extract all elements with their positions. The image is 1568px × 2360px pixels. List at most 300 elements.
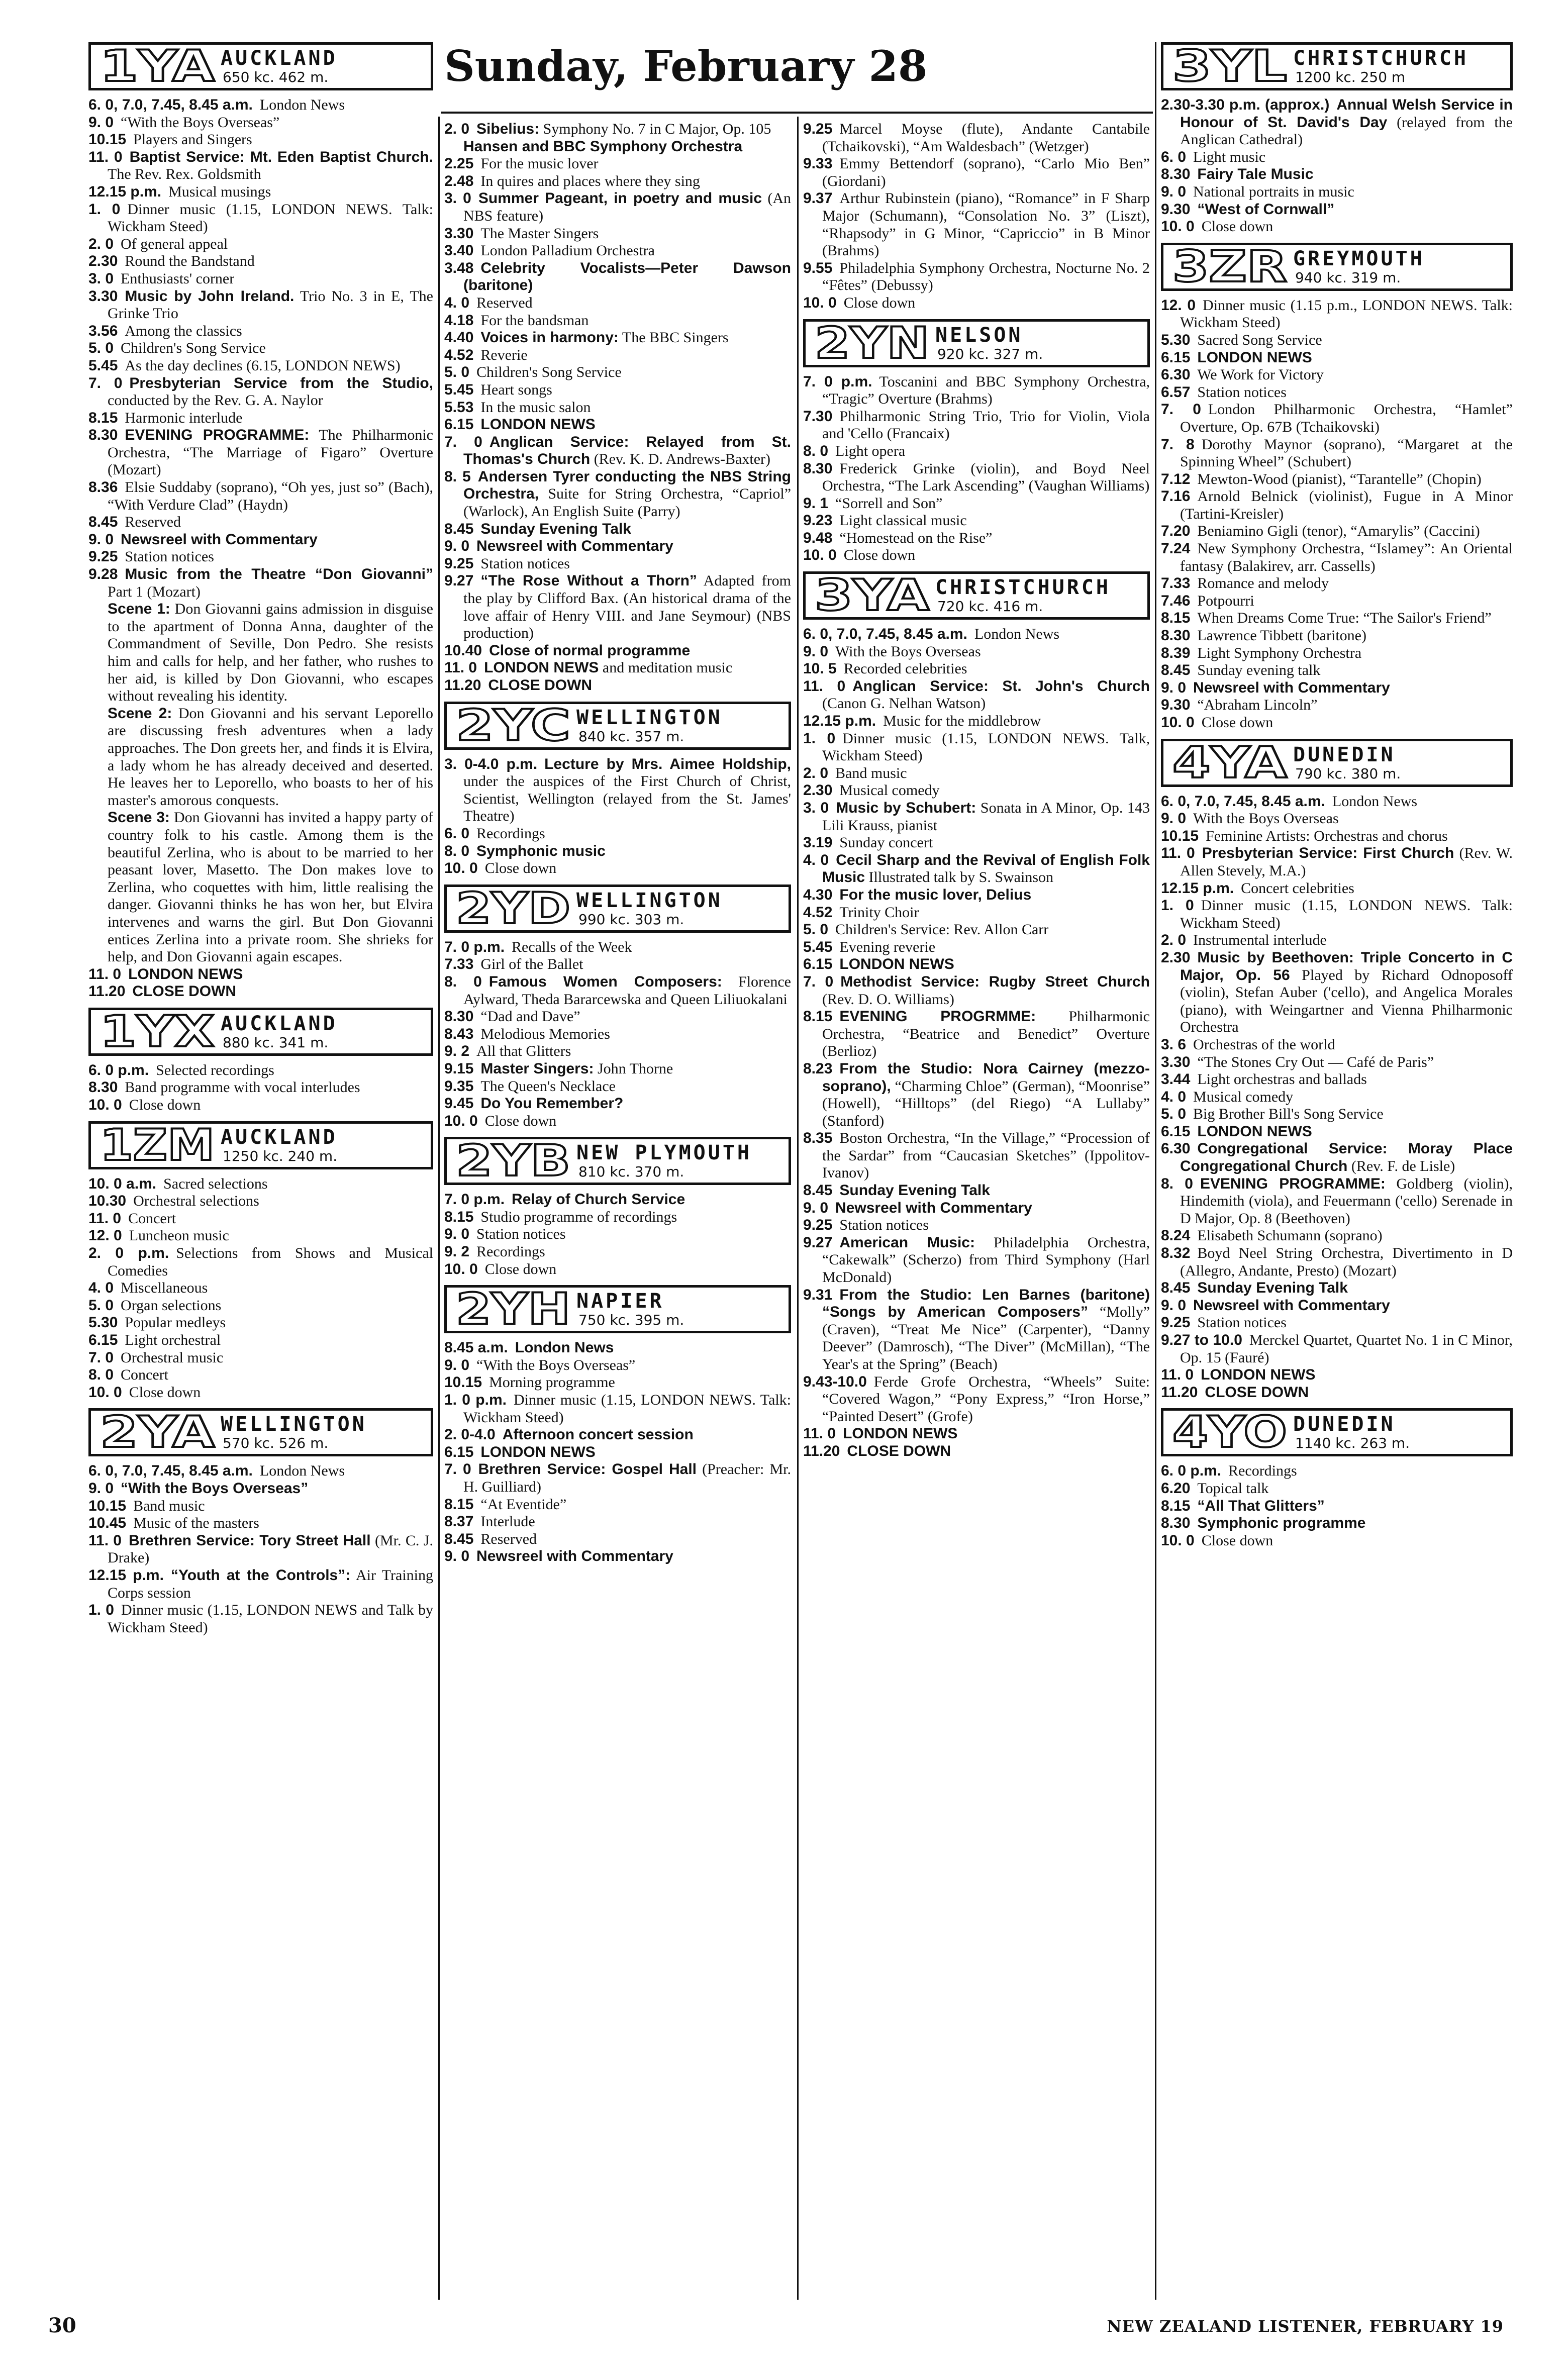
svg-text:4YA: 4YA: [1172, 742, 1288, 781]
programme-entry: [1161, 1123, 1513, 1141]
svg-text:3ZR: 3ZR: [1172, 246, 1287, 285]
entry-time: 6.30: [1161, 366, 1191, 383]
entry-text: The Rev. Rex. Goldsmith: [108, 166, 261, 183]
programme-entry: [1161, 96, 1513, 149]
entry-time: 10. 0: [444, 860, 478, 877]
programme-entry: [88, 1462, 433, 1480]
programme-entry: [88, 183, 433, 201]
entry-text: Morning programme: [489, 1374, 615, 1391]
programme-entry: [88, 131, 433, 149]
entry-time: 1. 0: [803, 730, 836, 747]
programme-entry: [444, 1043, 791, 1060]
entry-time: 6.30: [1161, 1140, 1191, 1157]
station-town: DUNEDIN: [1293, 743, 1396, 766]
entry-time: 10.45: [88, 1515, 127, 1532]
entry-time: 8.30: [444, 1008, 474, 1025]
entry-highlight: Baptist Service: Mt. Eden Baptist Church.: [129, 148, 433, 165]
entry-text: Luncheon music: [129, 1227, 229, 1244]
entry-time: 9.27: [444, 572, 474, 589]
programme-entry: [444, 1026, 791, 1043]
entry-text: Reserved: [476, 294, 533, 311]
entry-text: Light orchestral: [125, 1332, 221, 1348]
programme-entry: [444, 347, 791, 364]
entry-highlight: Sunday Evening Talk: [839, 1182, 990, 1199]
column-divider: [1155, 42, 1156, 2300]
station-town: NEW PLYMOUTH: [576, 1141, 752, 1165]
entry-time: 9.25: [803, 1217, 833, 1234]
entry-time: 4.30: [803, 886, 833, 903]
entry-text: Feminine Artists: Orchestras and chorus: [1206, 827, 1448, 844]
entry-time: 9.33: [803, 155, 833, 172]
programme-entry: [444, 756, 791, 825]
paragraph-lead: Scene 1:: [108, 601, 170, 618]
entry-time: 8.23: [803, 1060, 833, 1077]
programme-entry: [1161, 349, 1513, 367]
entry-time: 10. 0: [803, 547, 837, 564]
entry-time: 11. 0: [803, 1425, 836, 1442]
entry-text: Trinity Choir: [839, 904, 919, 921]
programme-entry: [88, 253, 433, 270]
entry-time: 5.30: [1161, 331, 1191, 348]
programme-entry: [1161, 679, 1513, 697]
entry-text: Selections from Shows and Musical Comedies: [108, 1245, 433, 1279]
entry-highlight: LONDON NEWS: [484, 659, 599, 676]
station-logo: [454, 705, 574, 744]
entry-text: “Abraham Lincoln”: [1197, 697, 1318, 714]
entry-highlight: Newsreel with Commentary: [1193, 679, 1390, 696]
entry-time: 3. 0: [803, 800, 829, 816]
entry-highlight: LONDON NEWS: [839, 956, 954, 973]
entry-time: 8.45: [444, 1530, 474, 1547]
station-logo: [98, 1125, 219, 1164]
programme-entry: [444, 825, 791, 843]
programme-column-2: [444, 121, 791, 1565]
programme-entry: [444, 1209, 791, 1226]
programme-entry: [1161, 1297, 1513, 1315]
entry-highlight: Brethren Service: Gospel Hall: [478, 1461, 697, 1478]
station-logo: [454, 1289, 574, 1328]
programme-entry: [88, 1079, 433, 1097]
programme-entry: [1161, 1332, 1513, 1366]
entry-text: “Homestead on the Rise”: [839, 529, 993, 546]
programme-entry: [1161, 575, 1513, 593]
entry-text: Close down: [484, 1260, 557, 1277]
entry-time: 9. 0: [444, 538, 470, 555]
entry-time: 6. 0 p.m.: [88, 1061, 149, 1078]
programme-entry: [1161, 714, 1513, 732]
entry-time: 7. 0 p.m.: [444, 1191, 505, 1208]
programme-entry: [1161, 810, 1513, 828]
entry-time: 8.30: [1161, 627, 1191, 644]
entry-time: 9. 0: [803, 643, 829, 660]
programme-entry: [444, 242, 791, 260]
entry-time: 7. 0: [1161, 401, 1201, 418]
column-divider: [797, 117, 799, 2300]
entry-highlight: Cecil Sharp and the Revival of English Folk Music: [822, 851, 1150, 886]
entry-time: 8.30: [88, 427, 118, 444]
entry-text: Station notices: [1197, 1314, 1287, 1331]
entry-text: Recalls of the Week: [512, 938, 632, 955]
station-town: GREYMOUTH: [1293, 247, 1425, 270]
entry-text: (An NBS feature): [463, 190, 791, 224]
entry-highlight: CLOSE DOWN: [132, 983, 237, 1000]
programme-entry: [803, 973, 1150, 1008]
svg-text:3YA: 3YA: [815, 575, 930, 615]
entry-text: Sunday evening talk: [1197, 662, 1321, 679]
entry-highlight: Sunday Evening Talk: [1197, 1280, 1348, 1297]
programme-entry: [1161, 1532, 1513, 1550]
entry-highlight: Anglican Service: St. John's Church: [852, 677, 1150, 695]
station-town: DUNEDIN: [1293, 1413, 1396, 1436]
programme-entry: [803, 956, 1150, 973]
entry-time: 3.48: [444, 259, 474, 276]
entry-highlight: Annual Welsh Service in Honour of St. David's Day: [1180, 96, 1513, 131]
entry-text: “Charming Chloe” (German), “Moonrise” (Howell), “Hilltops” (del Riego) “A Lullaby” (Stanford): [822, 1077, 1150, 1129]
programme-entry: [803, 939, 1150, 956]
entry-time: 10. 0 a.m.: [88, 1175, 157, 1192]
programme-entry: [1161, 1245, 1513, 1280]
entry-text: Concert: [128, 1210, 176, 1227]
entry-highlight: Methodist Service: Rugby Street Church: [840, 973, 1150, 990]
station-header: [88, 1008, 433, 1056]
entry-time: 9.45: [444, 1095, 474, 1112]
programme-entry: [444, 1191, 791, 1209]
entry-text: Recordings: [476, 825, 545, 842]
programme-entry: [88, 1097, 433, 1114]
entry-text: (Rev. F. de Lisle): [1351, 1158, 1455, 1175]
station-frequency: 1200 kc. 250 m: [1295, 69, 1406, 85]
synopsis-paragraph: [88, 705, 433, 810]
programme-entry: [803, 852, 1150, 887]
paragraph-text: Don Giovanni and his servant Leporello are discussing fresh adventures when a lady approaches. The Don greets her, and finds it is Elvira, a lady whom he has already deceived and deserted. He leaves her to Leporello, who boasts to her of his master's amorous conquests.: [108, 705, 434, 809]
entry-time: 8.37: [444, 1513, 474, 1530]
entry-time: 10. 0: [444, 1112, 478, 1129]
entry-text: and meditation music: [602, 659, 733, 676]
programme-entry: [803, 155, 1150, 190]
entry-text: The Philharmonic Orchestra, “The Marriage of Figaro” Overture (Mozart): [108, 427, 433, 478]
entry-time: 10.40: [444, 642, 482, 659]
entry-time: 3.40: [444, 242, 474, 259]
entry-highlight: Music from the Theatre “Don Giovanni”: [125, 566, 433, 583]
station-header: [444, 1285, 791, 1333]
station-logo: [98, 1011, 219, 1050]
entry-time: 4. 0: [88, 1280, 114, 1297]
entry-text: (Mr. C. J. Drake): [108, 1532, 434, 1566]
entry-text: Close down: [843, 294, 916, 311]
entry-time: 9.15: [444, 1060, 474, 1077]
programme-entry: [88, 1480, 433, 1498]
station-frequency: 880 kc. 341 m.: [223, 1034, 329, 1051]
entry-time: 11. 0: [88, 1210, 122, 1227]
programme-entry: [444, 468, 791, 521]
programme-entry: [444, 1392, 791, 1426]
programme-entry: [444, 1426, 791, 1444]
entry-text: (Rev. D. O. Williams): [822, 991, 954, 1008]
programme-entry: [803, 904, 1150, 922]
entry-text: Players and Singers: [133, 131, 252, 148]
entry-highlight: CLOSE DOWN: [847, 1442, 951, 1459]
svg-text:2YA: 2YA: [100, 1412, 215, 1451]
entry-text: Organ selections: [121, 1297, 222, 1314]
programme-entry: [88, 1175, 433, 1193]
entry-time: 7.20: [1161, 523, 1191, 540]
entry-highlight: LONDON NEWS: [128, 965, 243, 982]
programme-entry: [803, 495, 1150, 513]
entry-time: 8.45 a.m.: [444, 1339, 508, 1356]
entry-text: Concert: [121, 1366, 169, 1384]
station-logo: [1170, 1412, 1291, 1451]
entry-text: Studio programme of recordings: [480, 1208, 677, 1225]
programme-entry: [444, 538, 791, 555]
entry-time: 9. 0: [88, 1480, 114, 1497]
entry-highlight: EVENING PROGRAMME:: [1200, 1175, 1386, 1192]
entry-text: Dinner music (1.15 p.m., LONDON NEWS. Talk: Wickham Steed): [1180, 297, 1513, 331]
entry-time: 1. 0: [88, 1602, 114, 1619]
programme-entry: [1161, 1089, 1513, 1106]
programme-entry: [444, 190, 791, 225]
entry-highlight: Summer Pageant, in poetry and music: [478, 190, 762, 207]
station-header: [1161, 1408, 1513, 1456]
station-header: [88, 1121, 433, 1169]
programme-entry: [1161, 488, 1513, 523]
entry-text: Evening reverie: [839, 938, 936, 955]
programme-entry: [444, 121, 791, 138]
entry-time: 2.30: [88, 253, 118, 270]
svg-text:2YD: 2YD: [456, 888, 570, 927]
entry-time: 6. 0, 7.0, 7.45, 8.45 a.m.: [88, 96, 253, 113]
programme-entry: [803, 460, 1150, 495]
entry-text: Philadelphia Orchestra, “Cakewalk” (Scherzo) from Third Symphony (Harl McDonald): [822, 1234, 1150, 1286]
entry-text: In the music salon: [480, 399, 591, 416]
entry-time: 11. 0: [88, 965, 122, 982]
entry-time: 5. 0: [88, 1297, 114, 1314]
entry-time: 9. 0: [444, 1226, 470, 1243]
entry-text: Musical comedy: [839, 782, 940, 799]
entry-text: Sunday concert: [839, 834, 933, 851]
programme-entry: [803, 730, 1150, 765]
entry-time: 6.15: [803, 956, 833, 973]
entry-time: 3.30: [1161, 1053, 1191, 1070]
section-gap: [803, 564, 1150, 571]
programme-entry: [444, 1008, 791, 1026]
entry-time: 2.30-3.30 p.m. (approx.): [1161, 96, 1330, 113]
programme-entry: [1161, 645, 1513, 662]
entry-highlight: Music by Schubert:: [836, 800, 976, 816]
programme-entry: [803, 921, 1150, 939]
entry-time: 8.45: [88, 514, 118, 531]
entry-highlight: LONDON NEWS: [1201, 1366, 1316, 1384]
programme-entry: [803, 678, 1150, 713]
entry-text: “Dad and Dave”: [480, 1008, 580, 1025]
station-header: [88, 1408, 433, 1456]
entry-time: 2. 0: [803, 764, 829, 781]
entry-time: 8.35: [803, 1130, 833, 1147]
programme-entry: [444, 173, 791, 190]
entry-text: Miscellaneous: [121, 1280, 208, 1297]
entry-time: 9. 0: [1161, 1297, 1187, 1314]
entry-time: 6. 0, 7.0, 7.45, 8.45 a.m.: [803, 626, 967, 643]
programme-entry: [88, 514, 433, 531]
entry-text: Harmonic interlude: [125, 409, 243, 426]
programme-entry: [444, 843, 791, 860]
station-logo: [454, 1140, 574, 1179]
entry-time: 8. 0: [444, 842, 470, 859]
station-header: [1161, 739, 1513, 787]
programme-entry: [1161, 627, 1513, 645]
entry-time: 11.20: [88, 983, 126, 1000]
entry-text: Dorothy Maynor (soprano), “Margaret at the Spinning Wheel” (Schubert): [1180, 436, 1513, 470]
programme-entry: [1161, 201, 1513, 219]
entry-time: 10. 0: [88, 1097, 122, 1114]
programme-entry: [803, 1373, 1150, 1426]
entry-text: Melodious Memories: [480, 1025, 610, 1042]
programme-entry: [803, 1443, 1150, 1460]
programme-entry: [88, 966, 433, 984]
entry-time: 10.15: [1161, 827, 1199, 844]
entry-text: under the auspices of the First Church of Christ, Scientist, Wellington (relayed from the St. James' Theatre): [463, 773, 791, 825]
entry-highlight: Music by Beethoven: Triple Concerto in C Major, Op. 56: [1180, 949, 1513, 984]
entry-text: Adapted from the play by Clifford Bax. (An historical drama of the love affair of Henry VIII. and Jane Seymour) (NBS production): [463, 572, 791, 642]
programme-entry: [1161, 1054, 1513, 1071]
entry-text: Mewton-Wood (pianist), “Tarantelle” (Chopin): [1197, 470, 1482, 487]
entry-text: We Work for Victory: [1197, 366, 1324, 383]
programme-entry: [444, 572, 791, 642]
entry-text: “The Stones Cry Out — Café de Paris”: [1197, 1053, 1434, 1070]
station-logo: [454, 888, 574, 927]
programme-entry: [444, 312, 791, 330]
entry-highlight: London News: [515, 1339, 614, 1356]
programme-entry: [444, 677, 791, 695]
entry-text: Romance and melody: [1197, 575, 1329, 592]
entry-time: 2. 0: [444, 121, 470, 137]
entry-text: Beniamino Gigli (tenor), “Amarylis” (Caccini): [1197, 523, 1480, 540]
entry-time: 9.30: [1161, 697, 1191, 714]
programme-entry: [444, 1095, 791, 1113]
entry-time: 7.33: [444, 956, 474, 973]
programme-entry: [803, 626, 1150, 643]
programme-entry: [803, 121, 1150, 155]
programme-entry: [88, 1210, 433, 1228]
entry-time: 2.30: [1161, 949, 1191, 966]
entry-time: 5. 0: [88, 340, 114, 357]
programme-entry: [88, 236, 433, 253]
paragraph-lead: Scene 3:: [108, 809, 170, 826]
programme-entry: [444, 1461, 791, 1496]
paragraph-text: Don Giovanni has invited a happy party of country folk to his castle. Among them is the beautiful Zerlina, who is about to be married to her peasant lover, Masetto. The Don makes love to Zerlina, who coquettes with him, little realising the danger. Giovanni thinks he has won her, but Elvira intervenes and warns the girl. But Don Giovanni entices Zerlina into a private room. She shrieks for help, and Don Giovanni again escapes.: [108, 809, 433, 965]
programme-entry: [1161, 1462, 1513, 1480]
entry-time: 4.52: [444, 346, 474, 363]
programme-entry: [88, 1567, 433, 1602]
entry-text: Musical comedy: [1193, 1088, 1294, 1105]
programme-entry: [803, 530, 1150, 547]
synopsis-paragraph: [88, 601, 433, 705]
programme-entry: [88, 566, 433, 601]
entry-highlight: Congregational Service: Moray Place Congregational Church: [1180, 1140, 1513, 1175]
programme-entry: [803, 443, 1150, 460]
entry-text: All that Glitters: [476, 1043, 571, 1060]
station-header: [1161, 42, 1513, 90]
station-logo: [98, 1412, 219, 1451]
programme-entry: [88, 201, 433, 236]
entry-time: 10.15: [444, 1374, 482, 1391]
entry-text: Goldberg (violin), Hindemith (viola), and Feuermann ('cello) Serenade in D Major, Op. 8 (Beethoven): [1180, 1175, 1513, 1227]
entry-time: 4. 0: [444, 294, 470, 311]
station-town: CHRISTCHURCH: [1293, 47, 1468, 70]
programme-entry: [88, 427, 433, 479]
title-underline: [441, 112, 1153, 114]
programme-entry: [444, 381, 791, 399]
programme-entry: [444, 1374, 791, 1392]
section-gap: [444, 695, 791, 702]
entry-time: 8.15: [88, 409, 118, 426]
entry-time: 4. 0: [1161, 1088, 1187, 1105]
entry-time: 8. 5: [444, 468, 471, 485]
station-logo: [1170, 46, 1291, 85]
entry-text: Enthusiasts' corner: [121, 270, 235, 287]
entry-text: “Molly” (Craven), “Treat Me Nice” (Carpenter), “Danny Deever” (Damrosch), “The Diver” (McMillan), “The Year's at the Spring” (Beach): [822, 1304, 1150, 1372]
entry-time: 2. 0: [88, 235, 114, 252]
entry-time: 6. 0, 7.0, 7.45, 8.45 a.m.: [1161, 793, 1325, 810]
entry-text: Sonata in A Minor, Op. 143 Lili Krauss, pianist: [822, 800, 1150, 834]
programme-entry: [88, 96, 433, 114]
entry-time: 2.30: [803, 782, 833, 799]
entry-time: 1. 0 p.m.: [444, 1392, 507, 1409]
programme-entry: [88, 288, 433, 323]
entry-highlight: CLOSE DOWN: [488, 677, 593, 694]
programme-entry: [1161, 1366, 1513, 1384]
entry-text: Among the classics: [125, 322, 242, 339]
entry-text: Light orchestras and ballads: [1197, 1071, 1367, 1088]
entry-time: 9. 1: [803, 495, 829, 512]
entry-time: 9.31: [803, 1286, 833, 1303]
entry-time: 7. 8: [1161, 436, 1195, 453]
programme-entry: [1161, 828, 1513, 845]
entry-time: 11.20: [1161, 1384, 1198, 1401]
programme-entry: [803, 547, 1150, 564]
entry-text: Sacred Song Service: [1197, 331, 1322, 348]
entry-time: 9. 2: [444, 1243, 470, 1260]
programme-entry: [1161, 183, 1513, 201]
entry-time: 7. 0 p.m.: [444, 938, 505, 955]
programme-entry: [88, 340, 433, 357]
entry-time: 7.30: [803, 408, 833, 425]
entry-text: Arnold Belnick (violinist), Fugue in A Minor (Tartini-Kreisler): [1180, 488, 1513, 522]
entry-time: 8.45: [1161, 662, 1191, 679]
programme-entry: [803, 782, 1150, 800]
entry-time: 8.15: [1161, 1497, 1191, 1514]
programme-entry: [444, 1339, 791, 1357]
programme-entry: [803, 1287, 1150, 1373]
programme-entry: [1161, 332, 1513, 349]
entry-text: With the Boys Overseas: [1193, 810, 1339, 827]
programme-entry: [1161, 1498, 1513, 1515]
programme-entry: [803, 294, 1150, 312]
entry-text: Recorded celebrities: [843, 660, 967, 677]
entry-text: John Thorne: [597, 1060, 673, 1077]
programme-entry: [444, 939, 791, 956]
entry-time: 2.48: [444, 172, 474, 189]
entry-text: (Canon G. Nelhan Watson): [822, 695, 986, 712]
entry-time: 8.45: [444, 520, 474, 537]
programme-entry: [444, 364, 791, 381]
page-title: Sunday, February 28: [444, 41, 928, 91]
programme-entry: [1161, 610, 1513, 627]
synopsis-paragraph: [444, 138, 791, 156]
entry-time: 9. 0: [88, 531, 114, 548]
entry-time: 4. 0: [803, 851, 829, 868]
entry-time: 7. 0: [803, 973, 834, 990]
programme-entry: [88, 1314, 433, 1332]
